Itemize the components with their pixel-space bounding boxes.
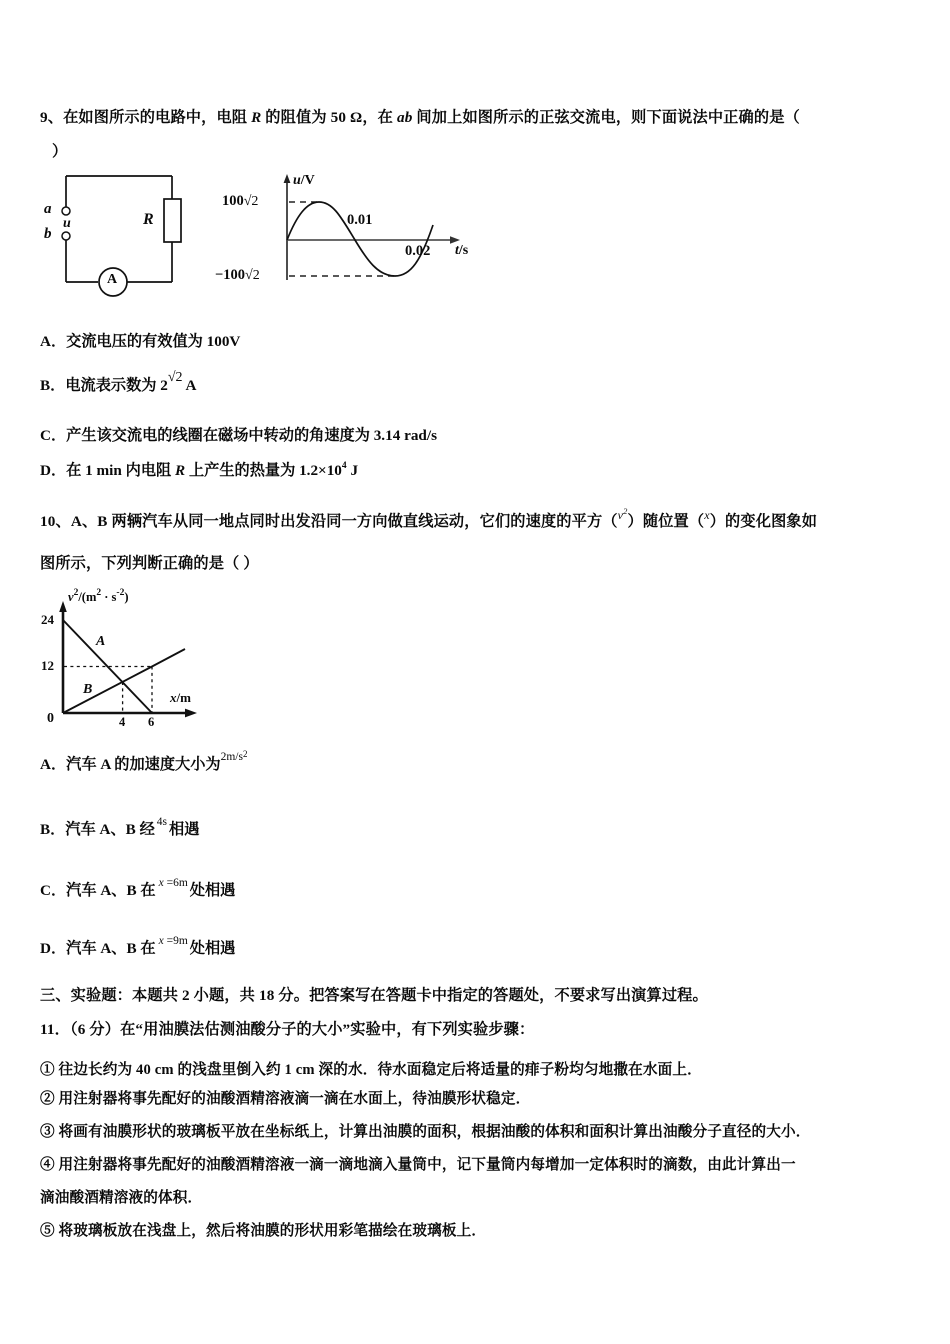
- graph-y-axis-label: [68, 589, 129, 605]
- waveform-peak-radical: √2: [243, 194, 259, 209]
- question-9-resistor-symbol: R: [251, 109, 262, 126]
- waveform-trough-label: [215, 267, 260, 284]
- question-10-option-b-text-after: 相遇: [169, 821, 200, 838]
- question-9-option-d-text-mid: 上产生的热量为 1.2×10: [185, 462, 342, 479]
- question-10-option-a: [40, 748, 248, 774]
- question-9-option-b-text-before: 电流表示数为 2: [65, 377, 168, 395]
- graph-line-b-label: B: [83, 682, 93, 697]
- question-10-option-d-value: =9m: [163, 934, 188, 947]
- graph-y-axis-unit-open: /(m: [78, 590, 97, 605]
- question-11-title: 11．（6 分）在“用油膜法估测油酸分子的大小”实验中，有下列实验步骤：: [40, 1021, 535, 1038]
- graph-x-tick-4: 4: [119, 715, 126, 729]
- waveform-tick-001: 0.01: [347, 212, 373, 228]
- graph-x-axis-label: [170, 690, 191, 706]
- graph-y-axis-v-exp: 2: [73, 588, 79, 598]
- waveform-x-axis-label: [455, 243, 468, 259]
- graph-line-a-label: A: [96, 634, 106, 649]
- question-9-terminals-symbol: ab: [396, 109, 413, 126]
- terminal-b-label: b: [44, 226, 52, 242]
- terminal-a-label: a: [44, 201, 52, 217]
- question-10-stem-part-b: ）随位置（: [627, 513, 705, 530]
- question-10-stem-line1: [40, 506, 818, 531]
- section-3-heading: 三、实验题：本题共 2 小题，共 18 分。把答案写在答题卡中指定的答题处，不要求写出演算过程。: [40, 987, 708, 1004]
- question-10-velocity-exponent: 2: [623, 506, 628, 516]
- velocity-squared-position-graph: [30, 585, 260, 735]
- question-10-stem-part-a: 10、A、B 两辆汽车从同一地点同时出发沿同一方向做直线运动，它们的速度的平方（: [40, 513, 618, 530]
- question-10-option-c-var: x: [158, 876, 164, 889]
- question-11-step-2: ② 用注射器将事先配好的油酸酒精溶液滴一滴在水面上，待油膜形状稳定．: [40, 1091, 531, 1107]
- question-9-option-a: [40, 330, 240, 351]
- question-10-option-c-text-after: 处相遇: [189, 882, 236, 899]
- question-10-option-c-key: C．: [40, 882, 67, 899]
- graph-y-tick-0: 0: [47, 711, 54, 726]
- question-11-step-5: ⑤ 将玻璃板放在浅盘上，然后将油膜的形状用彩笔描绘在玻璃板上．: [40, 1223, 487, 1239]
- resistor-label: R: [143, 211, 154, 228]
- question-9-option-d-text-before: 在 1 min 内电阻: [66, 462, 176, 479]
- question-10-option-b: [40, 815, 200, 839]
- question-9-option-c-key: C．: [40, 427, 67, 444]
- graph-y-axis-s-exp: -2: [116, 588, 125, 598]
- question-9-option-c-text: 产生该交流电的线圈在磁场中转动的角速度为 3.14 rad/s: [66, 427, 437, 444]
- graph-y-axis-unit-close: ): [124, 590, 129, 605]
- question-11-step-4-continued: 滴油酸酒精溶液的体积．: [40, 1190, 203, 1206]
- question-10-stem-part-c: ）的变化图象如: [709, 513, 818, 530]
- ammeter-label: A: [107, 272, 118, 287]
- waveform-x-axis-t: t: [455, 243, 459, 258]
- source-voltage-label: u: [63, 216, 71, 231]
- question-10-option-d-text-after: 处相遇: [189, 940, 236, 957]
- question-10-option-d-text-before: 汽车 A、B 在: [66, 940, 156, 957]
- question-9-stem-mid: 的阻值为 50 Ω，在: [261, 109, 397, 126]
- question-10-option-b-text-before: 汽车 A、B 经: [65, 821, 155, 838]
- graph-y-tick-12: 12: [41, 658, 54, 673]
- graph-y-axis-unit-mid: · s: [101, 590, 117, 605]
- waveform-tick-002: 0.02: [405, 243, 431, 259]
- question-9-option-a-key: A．: [40, 333, 67, 350]
- question-9-option-b-key: B．: [40, 377, 66, 395]
- question-9-option-b-radical: √2: [167, 370, 183, 385]
- waveform-x-axis-unit: /s: [458, 243, 469, 258]
- waveform-y-axis-u: u: [293, 173, 301, 188]
- question-9-stem-suffix: 间加上如图所示的正弦交流电，则下面说法中正确的是（: [412, 109, 800, 126]
- question-9-option-c: [40, 424, 437, 445]
- question-10-option-a-value-exp: 2: [242, 748, 248, 759]
- graph-y-axis-m-exp: 2: [96, 588, 102, 598]
- question-10-option-d-var: x: [158, 934, 164, 947]
- question-10-option-d-key: D．: [40, 940, 67, 957]
- question-10-option-a-text-before: 汽车 A 的加速度大小为: [66, 756, 221, 773]
- graph-x-axis-x: x: [170, 690, 177, 705]
- question-10-option-b-key: B．: [40, 821, 66, 838]
- graph-x-axis-unit: /m: [176, 690, 191, 705]
- question-9-stem-line1: [40, 106, 800, 127]
- question-10-option-d: [40, 934, 236, 958]
- question-9-option-d-italic: R: [175, 462, 186, 479]
- question-9-stem-line2: ）: [52, 143, 68, 160]
- waveform-trough-radical: √2: [245, 268, 260, 283]
- question-11-step-3: ③ 将画有油膜形状的玻璃板平放在坐标纸上，计算出油膜的面积，根据油酸的体积和面积计算出油酸分子直径的大小．: [40, 1124, 811, 1140]
- graph-y-tick-24: 24: [41, 612, 54, 627]
- question-9-stem-prefix: 9、在如图所示的电路中，电阻: [40, 109, 252, 126]
- question-11-step-4: ④ 用注射器将事先配好的油酸酒精溶液一滴一滴地滴入量筒中，记下量筒内每增加一定体积时的滴数，由此计算出一: [40, 1157, 796, 1173]
- question-9-option-d-text-after: J: [346, 462, 359, 479]
- waveform-graph: [215, 165, 480, 295]
- graph-x-tick-6: 6: [148, 715, 155, 729]
- question-10-option-c-value: =6m: [163, 876, 188, 889]
- graph-y-axis-v: v: [68, 590, 74, 605]
- waveform-y-axis-unit: /V: [300, 173, 315, 188]
- question-10-option-a-key: A．: [40, 756, 67, 773]
- waveform-peak-value: 100: [222, 193, 244, 209]
- question-9-option-b-text-after: A: [185, 377, 197, 395]
- question-10-option-b-value: 4s: [156, 815, 168, 828]
- waveform-trough-value: −100: [215, 267, 246, 283]
- question-9-option-b: [40, 370, 197, 395]
- waveform-peak-label: [222, 193, 258, 210]
- question-10-velocity-symbol: v: [617, 508, 624, 522]
- question-9-option-d-key: D．: [40, 462, 67, 479]
- question-10-stem-line2: 图所示，下列判断正确的是（ ）: [40, 555, 259, 572]
- question-9-option-d-exponent: 4: [341, 460, 347, 471]
- circuit-diagram: [30, 165, 220, 305]
- question-11-step-1: ① 往边长约为 40 cm 的浅盘里倒入约 1 cm 深的水．待水面稳定后将适量的痱子粉均匀地撒在水面上．: [40, 1062, 702, 1078]
- question-10-option-c-text-before: 汽车 A、B 在: [66, 882, 156, 899]
- question-9-option-d: [40, 459, 358, 480]
- question-10-option-c: [40, 876, 236, 900]
- question-10-option-a-value: 2m/s: [220, 750, 243, 763]
- question-10-position-symbol: x: [704, 508, 710, 522]
- waveform-y-axis-label: [293, 173, 315, 189]
- question-9-option-a-text: 交流电压的有效值为 100V: [66, 333, 241, 350]
